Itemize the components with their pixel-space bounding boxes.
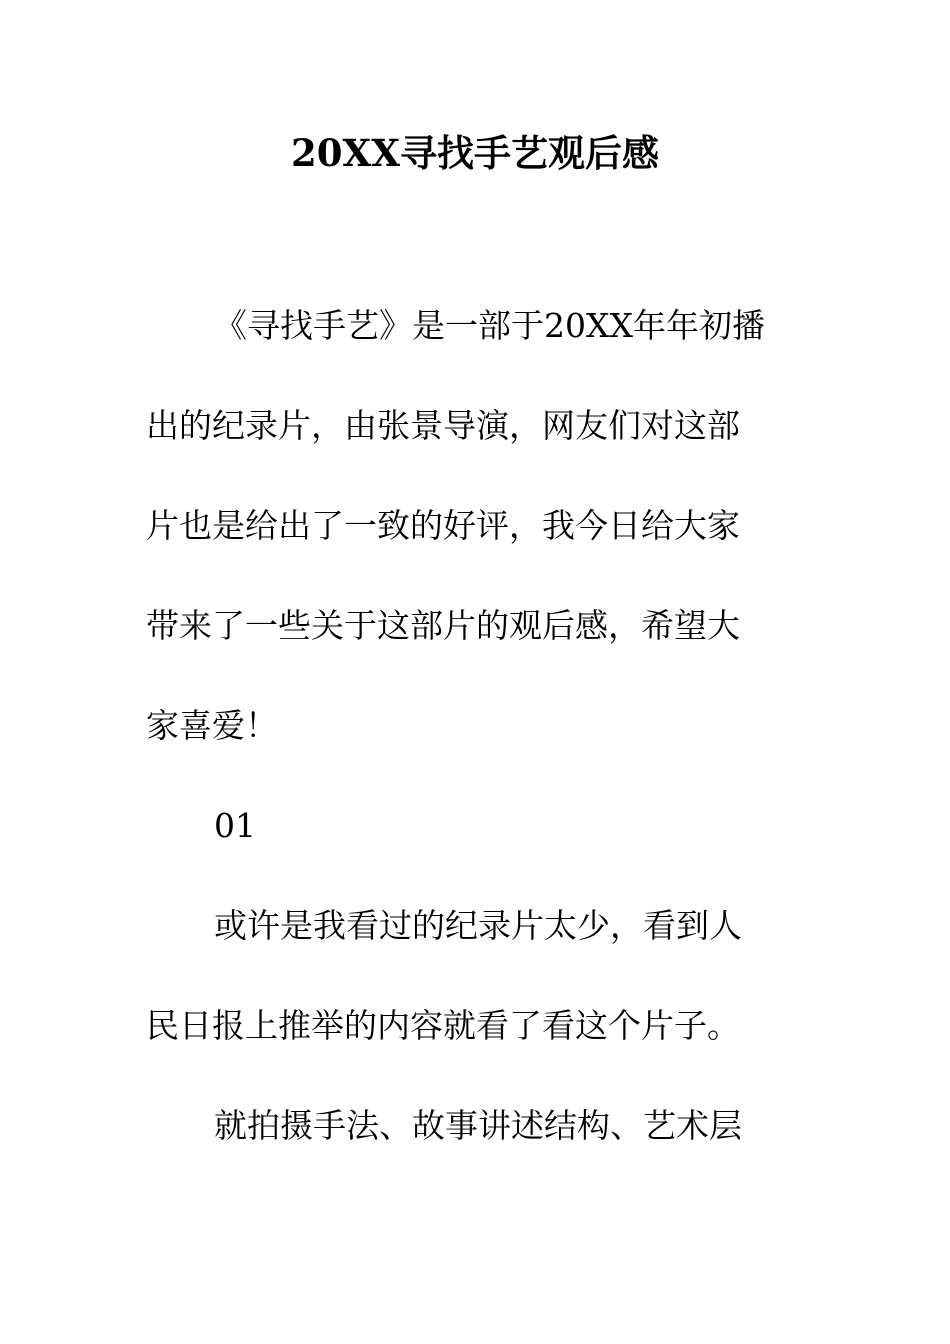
- paragraph-line: 《寻找手艺》是一部于20XX年年初播: [214, 306, 765, 345]
- paragraph-line: 带来了一些关于这部片的观后感，希望大: [146, 606, 740, 645]
- paragraph-line: 出的纪录片，由张景导演，网友们对这部: [146, 406, 740, 445]
- paragraph-line: 家喜爱！: [146, 706, 278, 745]
- paragraph-line: 或许是我看过的纪录片太少，看到人: [214, 906, 742, 945]
- document-title: 20XX寻找手艺观后感: [291, 131, 659, 175]
- paragraph-line: 就拍摄手法、故事讲述结构、艺术层: [214, 1106, 742, 1145]
- section-number: 01: [214, 806, 256, 845]
- paragraph-line: 片也是给出了一致的好评，我今日给大家: [146, 506, 740, 545]
- paragraph-line: 民日报上推举的内容就看了看这个片子。: [146, 1006, 740, 1045]
